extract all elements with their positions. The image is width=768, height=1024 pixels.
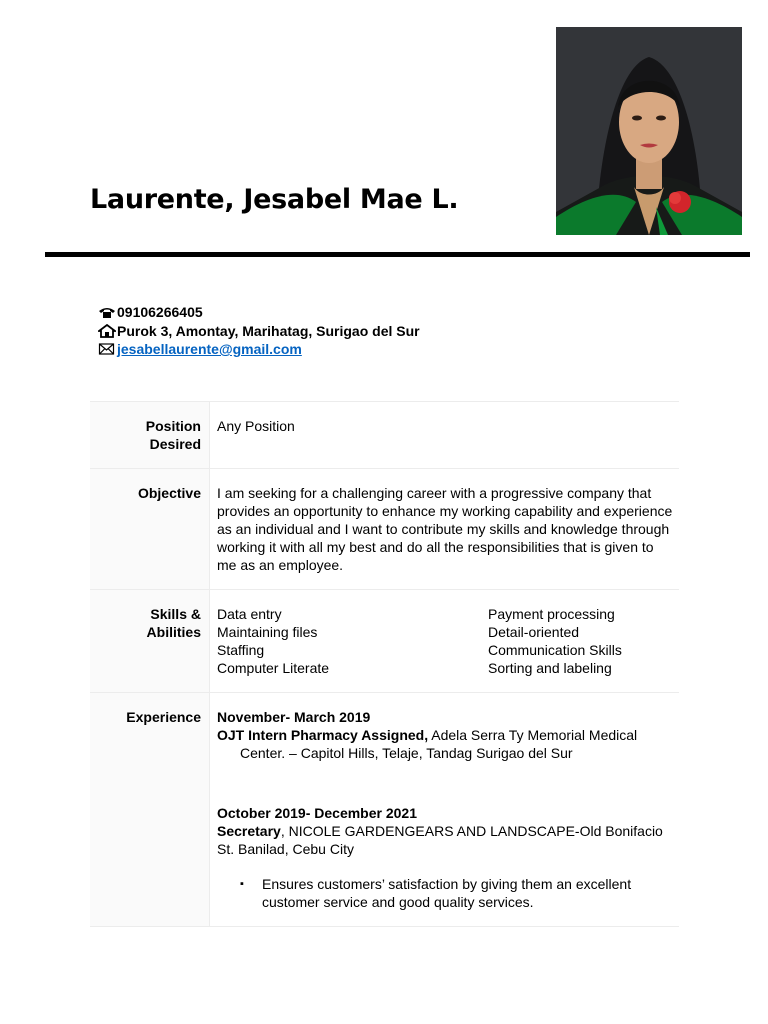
experience-period: November- March 2019 bbox=[217, 709, 371, 725]
objective-row bbox=[90, 469, 679, 590]
phone-number: 09106266405 bbox=[117, 304, 203, 320]
experience-title: Secretary bbox=[217, 823, 281, 839]
experience-period: October 2019- December 2021 bbox=[217, 805, 417, 821]
contact-block bbox=[98, 303, 420, 359]
skill-item: Detail-oriented bbox=[488, 624, 580, 640]
position-label: Position Desired bbox=[90, 402, 210, 468]
skill-item: Staffing bbox=[217, 642, 265, 658]
address: Purok 3, Amontay, Marihatag, Surigao del Sur bbox=[117, 322, 420, 339]
experience-details: Adela Serra Ty Memorial Medical Center. – Capitol Hills, Telaje, Tandag Surigao del Sur bbox=[240, 727, 638, 761]
experience-entry bbox=[217, 708, 673, 762]
experience-bullets bbox=[217, 875, 673, 911]
skills-label: Skills & Abilities bbox=[90, 590, 210, 692]
home-icon bbox=[98, 324, 116, 338]
experience-label: Experience bbox=[90, 693, 210, 926]
experience-row bbox=[90, 693, 679, 927]
skill-item: Communication Skills bbox=[488, 642, 622, 658]
phone-row bbox=[98, 303, 420, 322]
email-link[interactable]: jesabellaurente@gmail.com bbox=[117, 341, 302, 357]
skill-item: Computer Literate bbox=[217, 660, 330, 676]
email-row bbox=[98, 340, 420, 359]
skills-list bbox=[210, 590, 679, 692]
experience-entry bbox=[217, 804, 673, 911]
bullet-item: ▪ Ensures customers’ satisfaction by giving them an excellent customer service and good quality services. bbox=[262, 875, 673, 911]
objective-label: Objective bbox=[90, 469, 210, 589]
position-value: Any Position bbox=[217, 418, 295, 434]
experience-description bbox=[217, 726, 673, 762]
phone-icon bbox=[98, 305, 116, 319]
experience-list bbox=[210, 693, 679, 926]
skill-item: Sorting and labeling bbox=[488, 660, 612, 676]
resume-table bbox=[90, 401, 679, 927]
objective-text: I am seeking for a challenging career with a progressive company that provides an opportunity to enhance my working capability and experience as an individual and I want to contribute my skills and knowledge through working it with all my best and do all the responsibilities that is given to me as an employee. bbox=[217, 485, 673, 573]
position-row bbox=[90, 402, 679, 469]
applicant-name: Laurente, Jesabel Mae L. bbox=[90, 184, 459, 215]
skill-item: Payment processing bbox=[488, 606, 615, 622]
experience-description bbox=[217, 822, 673, 858]
header-rule bbox=[45, 252, 750, 257]
skills-row bbox=[90, 590, 679, 693]
skill-item: Data entry bbox=[217, 606, 282, 622]
address-row bbox=[98, 322, 420, 341]
profile-photo bbox=[556, 27, 742, 235]
skill-item: Maintaining files bbox=[217, 624, 318, 640]
experience-details: , NICOLE GARDENGEARS AND LANDSCAPE-Old Bonifacio St. Banilad, Cebu City bbox=[217, 823, 663, 857]
envelope-icon bbox=[98, 342, 116, 356]
experience-title: OJT Intern Pharmacy Assigned, bbox=[217, 727, 429, 743]
